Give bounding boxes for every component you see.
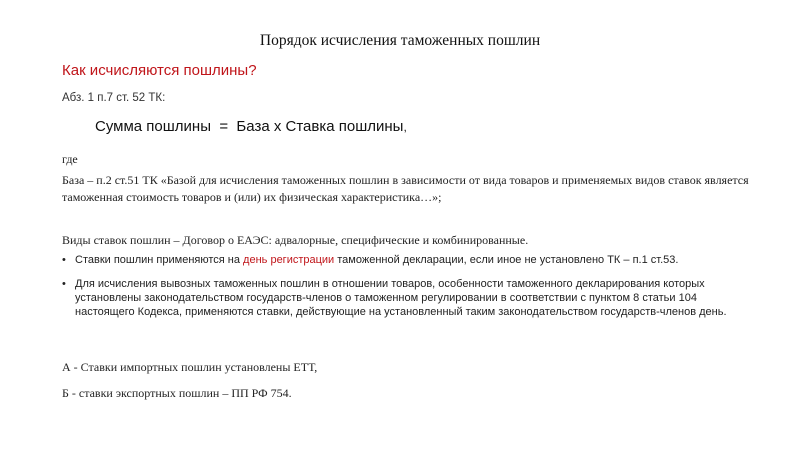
slide-subtitle: Как исчисляются пошлины? [62,62,257,79]
bullet-text: Для исчисления вывозных таможенных пошлин в отношении товаров, особенности таможенного декларирования которых установлены законодательством государств-членов о таможенном регулировании в соответствии с пунктом 8 статьи 104 настоящего Кодекса, применяются ставки, действующие на установленный таким законодательством государств-членов день. [75,278,727,318]
duty-formula [95,118,407,135]
bullet-icon: • [62,254,66,266]
import-rates-line: А - Ставки импортных пошлин установлены ЕТТ, [62,360,318,374]
bullet-icon: • [62,278,66,290]
rate-kinds: Виды ставок пошлин – Договор о ЕАЭС: адвалорные, специфические и комбинированные. [62,233,529,247]
export-rates-line: Б - ставки экспортных пошлин – ПП РФ 754. [62,386,292,400]
formula-comma: , [403,120,407,134]
bullet-text-after: таможенной декларации, если иное не установлено ТК – п.1 ст.53. [334,254,679,266]
formula-text: Сумма пошлины = База х Ставка пошлины [95,118,404,135]
base-definition: База – п.2 ст.51 ТК «Базой для исчисления таможенных пошлин в зависимости от вида товаров и применяемых видов ставок является таможенная стоимость товаров и (или) их физическая характеристика…»; [62,173,749,204]
slide-title: Порядок исчисления таможенных пошлин [259,32,541,49]
bullet-text-before: Ставки пошлин применяются на [75,254,244,266]
bullet-item [62,253,752,267]
legal-reference: Абз. 1 п.7 ст. 52 ТК: [62,92,166,104]
bullet-highlight: день регистрации [243,254,335,266]
where-label: где [62,152,78,166]
bullet-item [62,277,752,319]
bullet-list [62,253,752,319]
